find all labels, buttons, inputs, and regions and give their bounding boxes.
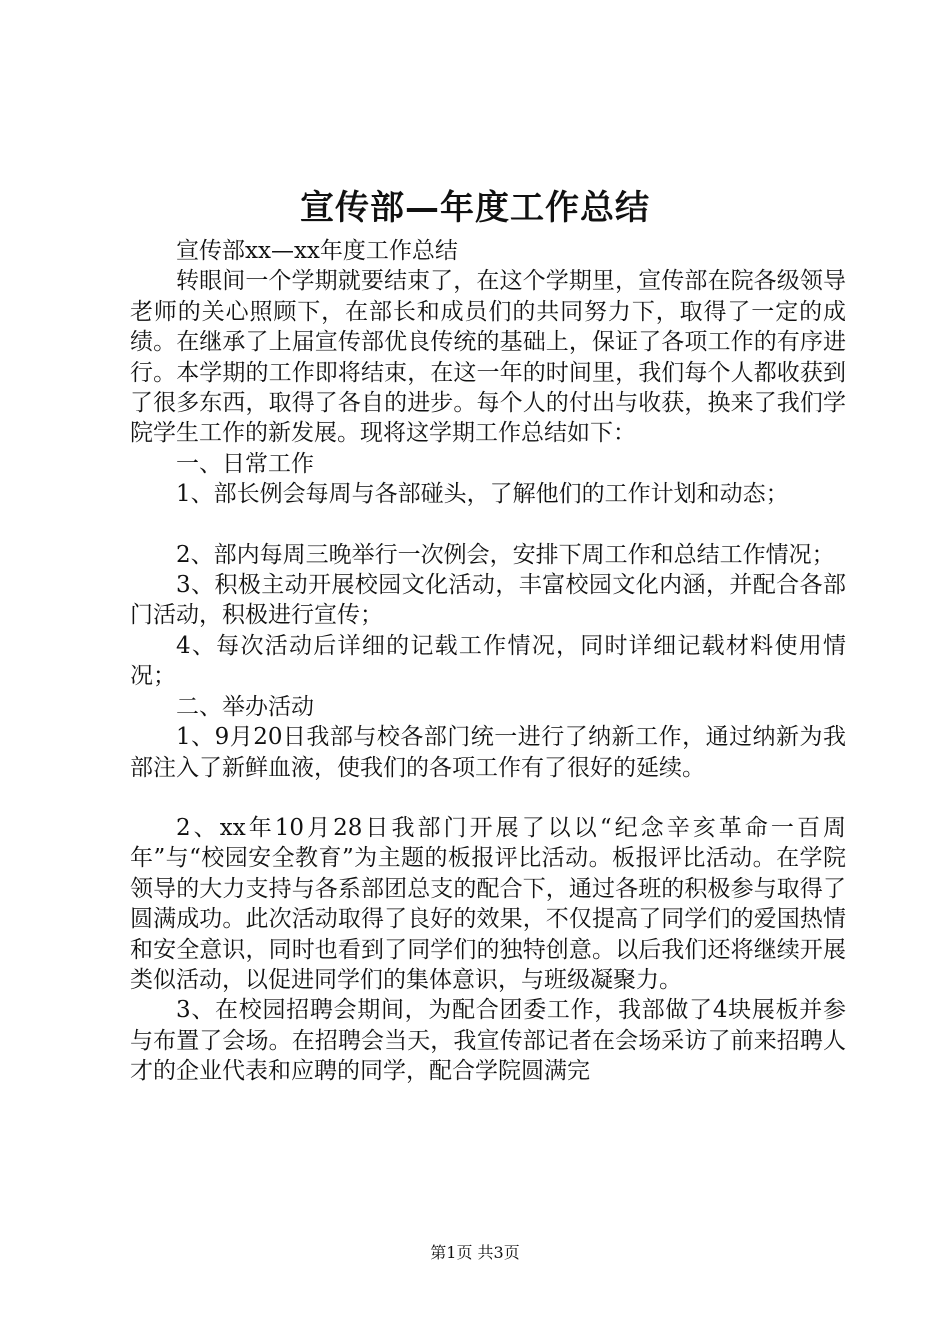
daily-work-item-3: 3、积极主动开展校园文化活动，丰富校园文化内涵，并配合各部门活动，积极进行宣传； bbox=[130, 572, 846, 629]
activity-item-3: 3、在校园招聘会期间，为配合团委工作，我部做了4块展板并参与布置了会场。在招聘会当天，我宣传部记者在会场采访了前来招聘人才的企业代表和应聘的同学，配合学院圆满完 bbox=[130, 997, 846, 1085]
activity-item-1: 1、9月20日我部与校各部门统一进行了纳新工作，通过纳新为我部注入了新鲜血液，使我们的各项工作有了很好的延续。 bbox=[130, 724, 846, 781]
subtitle-paragraph: 宣传部xx—xx年度工作总结 bbox=[176, 238, 458, 264]
intro-paragraph: 转眼间一个学期就要结束了，在这个学期里，宣传部在院各级领导老师的关心照顾下，在部长和成员们的共同努力下，取得了一定的成绩。在继承了上届宣传部优良传统的基础上，保证了各项工作的有序进行。本学期的工作即将结束，在这一年的时间里，我们每个人都收获到了很多东西，取得了各自的进步。每个人的付出与收获，换来了我们学院学生工作的新发展。现将这学期工作总结如下： bbox=[130, 268, 846, 447]
document-body bbox=[130, 236, 846, 1087]
section-heading-activities: 二、举办活动 bbox=[176, 693, 314, 720]
daily-work-item-4: 4、每次活动后详细的记载工作情况，同时详细记载材料使用情况； bbox=[130, 632, 846, 690]
document-title: 宣传部—年度工作总结 bbox=[300, 188, 650, 228]
page-number-footer: 第1页 共3页 bbox=[430, 1243, 520, 1262]
daily-work-item-1: 1、部长例会每周与各部碰头，了解他们的工作计划和动态； bbox=[176, 481, 789, 508]
activity-item-2: 2、xx年10月28日我部门开展了以以“纪念辛亥革命一百周年”与“校园安全教育”为主题的板报评比活动。板报评比活动。在学院领导的大力支持与各系部团总支的配合下，通过各班的积极参与取得了圆满成功。此次活动取得了良好的效果，不仅提高了同学们的爱国热情和安全意识，同时也看到了同学们的独特创意。以后我们还将继续开展类似活动，以促进同学们的集体意识，与班级凝聚力。 bbox=[130, 814, 846, 993]
daily-work-item-2: 2、部内每周三晚举行一次例会，安排下周工作和总结工作情况； bbox=[176, 541, 835, 568]
section-heading-daily-work: 一、日常工作 bbox=[176, 450, 314, 477]
